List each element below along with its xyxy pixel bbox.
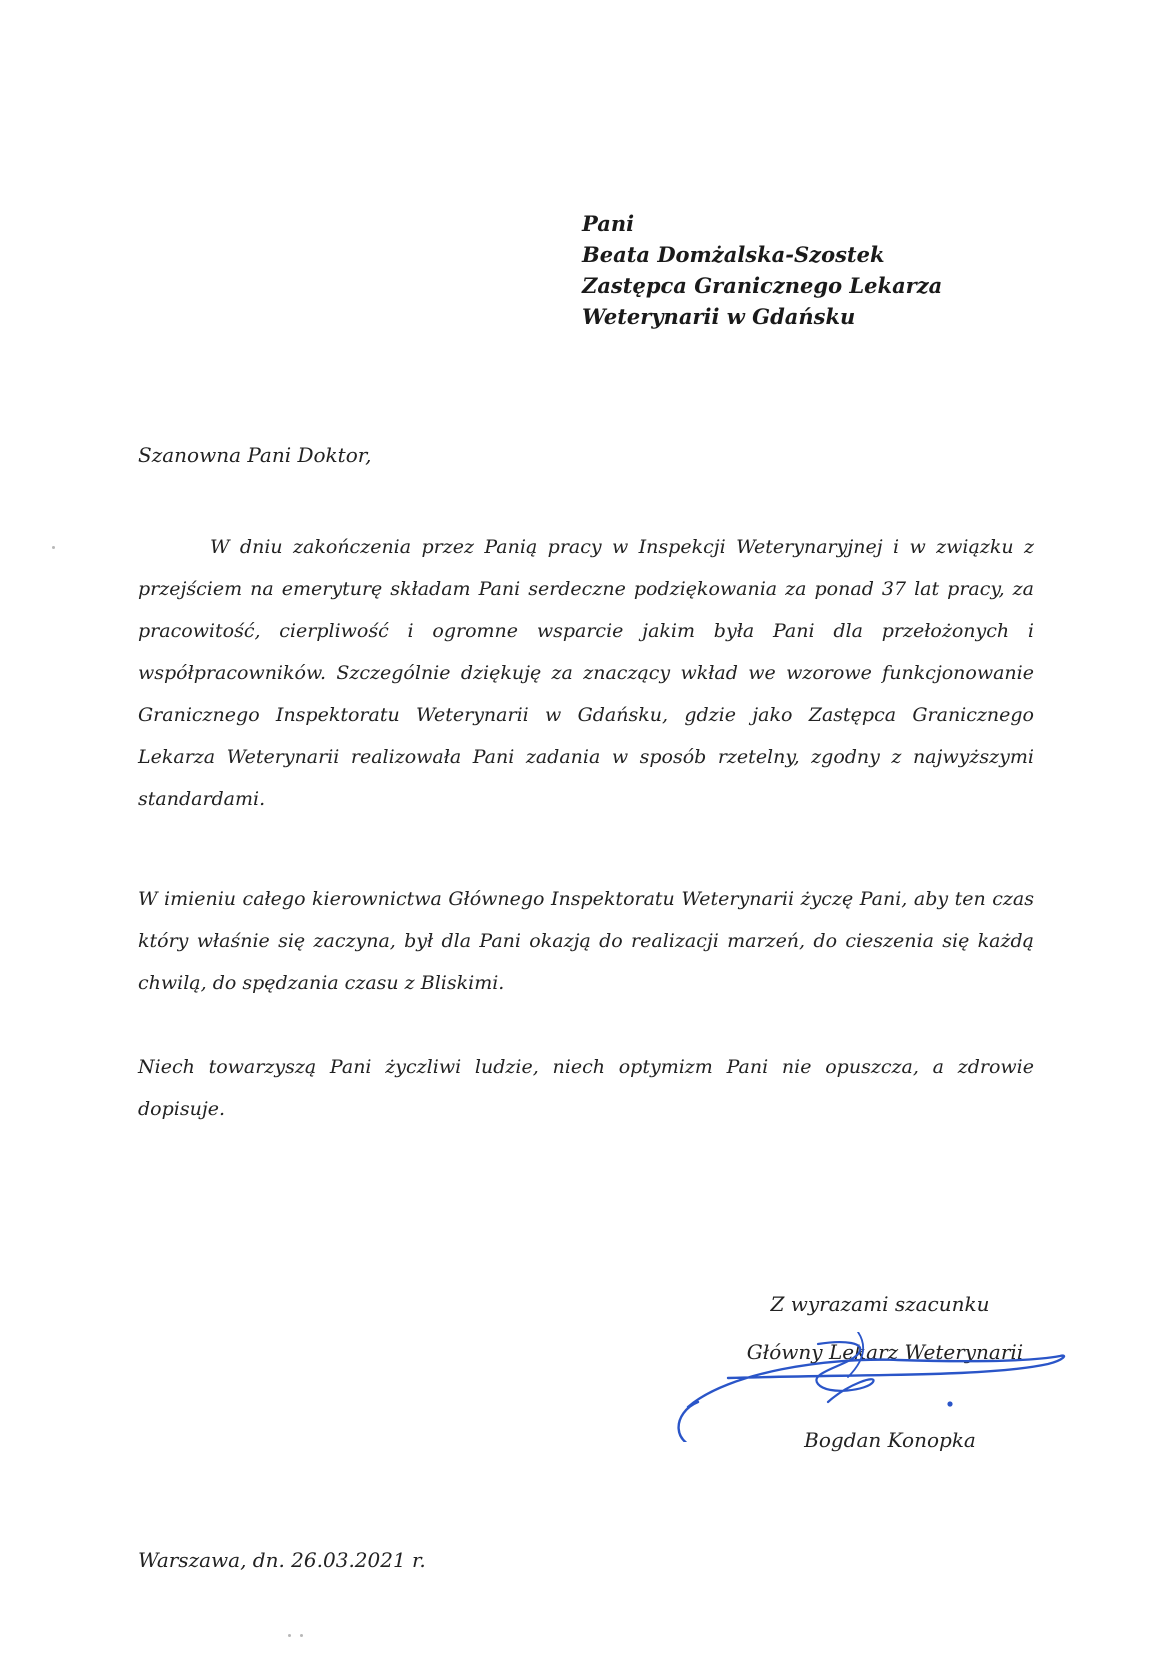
recipient-title: Pani: [582, 211, 635, 236]
date-place-line: Warszawa, dn. 26.03.2021 r.: [138, 1548, 426, 1572]
recipient-block: [582, 208, 942, 332]
recipient-name: Beata Domżalska-Szostek: [582, 242, 885, 267]
signatory-position: Główny Lekarz Weterynarii: [746, 1340, 1024, 1364]
paragraph-3: Niech towarzyszą Pani życzliwi ludzie, niech optymizm Pani nie opuszcza, a zdrowie dopisuje.: [138, 1056, 1034, 1120]
scan-speck: [300, 1634, 303, 1637]
recipient-position: Zastępca Granicznego Lekarza: [582, 273, 943, 298]
salutation: Szanowna Pani Doktor,: [138, 443, 372, 467]
signatory-name: Bogdan Konopka: [804, 1428, 976, 1452]
closing-regards: Z wyrazami szacunku: [770, 1292, 990, 1316]
paragraph-2: W imieniu całego kierownictwa Głównego Inspektoratu Weterynarii życzę Pani, aby ten czas który właśnie się zaczyna, był dla Pani okazją do realizacji marzeń, do cieszenia się każdą chwilą, do spędzania czasu z Bliskimi.: [138, 888, 1034, 994]
scan-speck: [52, 546, 55, 549]
paragraph-1: W dniu zakończenia przez Panią pracy w Inspekcji Weterynaryjnej i w związku z przejściem na emeryturę składam Pani serdeczne podziękowania za ponad 37 lat pracy, za pracowitość, cierpliwość i ogromne wsparcie jakim była Pani dla przełożonych i współpracowników. Szczególnie dziękuję za znaczący wkład we wzorowe funkcjonowanie Granicznego Inspektoratu Weterynarii w Gdańsku, gdzie jako Zastępca Granicznego Lekarza Weterynarii realizowała Pani zadania w sposób rzetelny, zgodny z najwyższymi standardami.: [138, 536, 1034, 810]
recipient-location: Weterynarii w Gdańsku: [582, 304, 856, 329]
scan-speck: [288, 1634, 291, 1637]
